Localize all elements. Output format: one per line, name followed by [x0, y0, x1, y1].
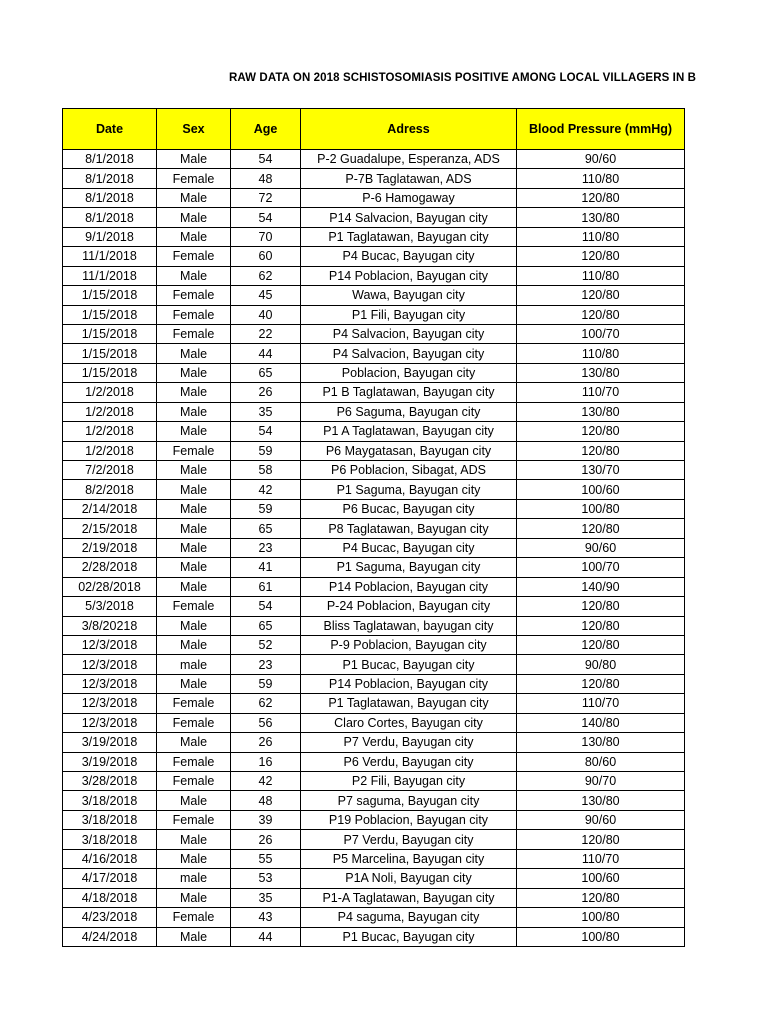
column-header-date: Date: [63, 109, 157, 150]
cell-date: 1/2/2018: [63, 441, 157, 460]
cell-date: 2/19/2018: [63, 538, 157, 557]
cell-blood-pressure: 110/80: [517, 266, 685, 285]
cell-address: P4 Bucac, Bayugan city: [301, 247, 517, 266]
cell-address: P-7B Taglatawan, ADS: [301, 169, 517, 188]
cell-address: P6 Poblacion, Sibagat, ADS: [301, 461, 517, 480]
cell-sex: Female: [157, 324, 231, 343]
cell-blood-pressure: 120/80: [517, 597, 685, 616]
cell-sex: Female: [157, 810, 231, 829]
cell-date: 12/3/2018: [63, 713, 157, 732]
cell-address: P6 Verdu, Bayugan city: [301, 752, 517, 771]
cell-sex: Male: [157, 363, 231, 382]
cell-age: 54: [231, 150, 301, 169]
cell-sex: Male: [157, 733, 231, 752]
cell-age: 35: [231, 402, 301, 421]
cell-address: P1 Bucac, Bayugan city: [301, 927, 517, 946]
table-row: [63, 791, 685, 810]
cell-age: 55: [231, 849, 301, 868]
table-row: [63, 810, 685, 829]
cell-address: P7 Verdu, Bayugan city: [301, 830, 517, 849]
cell-blood-pressure: 100/60: [517, 480, 685, 499]
table-row: [63, 344, 685, 363]
table-row: [63, 927, 685, 946]
cell-sex: Female: [157, 286, 231, 305]
cell-date: 12/3/2018: [63, 635, 157, 654]
cell-address: P-24 Poblacion, Bayugan city: [301, 597, 517, 616]
cell-age: 44: [231, 927, 301, 946]
cell-blood-pressure: 100/80: [517, 908, 685, 927]
cell-blood-pressure: 110/80: [517, 344, 685, 363]
table-row: [63, 480, 685, 499]
cell-sex: Female: [157, 305, 231, 324]
column-header-blood-pressure: Blood Pressure (mmHg): [517, 109, 685, 150]
cell-sex: Female: [157, 752, 231, 771]
cell-address: P1 Saguma, Bayugan city: [301, 558, 517, 577]
cell-age: 59: [231, 674, 301, 693]
cell-age: 60: [231, 247, 301, 266]
cell-blood-pressure: 120/80: [517, 519, 685, 538]
cell-date: 12/3/2018: [63, 694, 157, 713]
cell-blood-pressure: 140/90: [517, 577, 685, 596]
table-row: [63, 169, 685, 188]
cell-date: 3/28/2018: [63, 772, 157, 791]
cell-blood-pressure: 130/80: [517, 363, 685, 382]
cell-address: P-2 Guadalupe, Esperanza, ADS: [301, 150, 517, 169]
cell-date: 4/23/2018: [63, 908, 157, 927]
cell-blood-pressure: 130/80: [517, 402, 685, 421]
cell-sex: Male: [157, 791, 231, 810]
cell-blood-pressure: 120/80: [517, 441, 685, 460]
cell-blood-pressure: 120/80: [517, 286, 685, 305]
cell-age: 45: [231, 286, 301, 305]
document-title: RAW DATA ON 2018 SCHISTOSOMIASIS POSITIVE AMONG LOCAL VILLAGERS IN B: [229, 72, 697, 84]
cell-age: 65: [231, 616, 301, 635]
cell-age: 48: [231, 791, 301, 810]
cell-blood-pressure: 100/60: [517, 869, 685, 888]
table-row: [63, 733, 685, 752]
cell-date: 1/2/2018: [63, 422, 157, 441]
cell-age: 54: [231, 422, 301, 441]
table-row: [63, 266, 685, 285]
table-row: [63, 286, 685, 305]
table-row: [63, 558, 685, 577]
table-row: [63, 674, 685, 693]
cell-blood-pressure: 120/80: [517, 674, 685, 693]
cell-date: 9/1/2018: [63, 227, 157, 246]
cell-address: P6 Bucac, Bayugan city: [301, 499, 517, 518]
cell-date: 1/15/2018: [63, 324, 157, 343]
cell-age: 22: [231, 324, 301, 343]
table-row: [63, 713, 685, 732]
cell-date: 1/2/2018: [63, 402, 157, 421]
cell-age: 41: [231, 558, 301, 577]
cell-date: 8/1/2018: [63, 169, 157, 188]
cell-date: 3/18/2018: [63, 830, 157, 849]
cell-date: 8/1/2018: [63, 150, 157, 169]
cell-age: 72: [231, 188, 301, 207]
cell-blood-pressure: 120/80: [517, 635, 685, 654]
cell-blood-pressure: 100/70: [517, 558, 685, 577]
cell-date: 8/1/2018: [63, 208, 157, 227]
cell-blood-pressure: 120/80: [517, 616, 685, 635]
cell-sex: Male: [157, 461, 231, 480]
document-title-bar: [0, 70, 768, 90]
table-row: [63, 597, 685, 616]
cell-address: Wawa, Bayugan city: [301, 286, 517, 305]
cell-age: 42: [231, 480, 301, 499]
cell-sex: Male: [157, 383, 231, 402]
cell-sex: Male: [157, 927, 231, 946]
cell-date: 5/3/2018: [63, 597, 157, 616]
cell-address: P14 Poblacion, Bayugan city: [301, 266, 517, 285]
cell-sex: Male: [157, 480, 231, 499]
cell-age: 58: [231, 461, 301, 480]
cell-date: 7/2/2018: [63, 461, 157, 480]
cell-sex: Male: [157, 499, 231, 518]
cell-blood-pressure: 110/70: [517, 383, 685, 402]
cell-date: 1/15/2018: [63, 344, 157, 363]
table-row: [63, 441, 685, 460]
table-header: [63, 109, 685, 150]
cell-address: P6 Maygatasan, Bayugan city: [301, 441, 517, 460]
cell-sex: Male: [157, 577, 231, 596]
cell-date: 1/15/2018: [63, 363, 157, 382]
table-row: [63, 908, 685, 927]
cell-sex: Female: [157, 169, 231, 188]
data-table: [62, 108, 685, 947]
cell-address: P1A Noli, Bayugan city: [301, 869, 517, 888]
cell-address: P1 Fili, Bayugan city: [301, 305, 517, 324]
table-row: [63, 363, 685, 382]
cell-address: P7 saguma, Bayugan city: [301, 791, 517, 810]
cell-age: 44: [231, 344, 301, 363]
cell-address: P14 Poblacion, Bayugan city: [301, 577, 517, 596]
cell-sex: male: [157, 655, 231, 674]
cell-date: 12/3/2018: [63, 674, 157, 693]
cell-date: 4/18/2018: [63, 888, 157, 907]
cell-sex: Male: [157, 402, 231, 421]
cell-blood-pressure: 130/80: [517, 208, 685, 227]
cell-sex: Male: [157, 188, 231, 207]
cell-age: 54: [231, 208, 301, 227]
table-row: [63, 577, 685, 596]
table-row: [63, 538, 685, 557]
cell-age: 54: [231, 597, 301, 616]
table-row: [63, 616, 685, 635]
table-row: [63, 208, 685, 227]
cell-address: P4 Salvacion, Bayugan city: [301, 344, 517, 363]
table-row: [63, 655, 685, 674]
cell-sex: Male: [157, 849, 231, 868]
cell-date: 2/14/2018: [63, 499, 157, 518]
cell-address: Claro Cortes, Bayugan city: [301, 713, 517, 732]
cell-sex: Male: [157, 635, 231, 654]
cell-blood-pressure: 120/80: [517, 422, 685, 441]
cell-date: 1/15/2018: [63, 305, 157, 324]
table-row: [63, 694, 685, 713]
cell-sex: Female: [157, 597, 231, 616]
cell-blood-pressure: 90/60: [517, 538, 685, 557]
cell-blood-pressure: 90/60: [517, 810, 685, 829]
cell-age: 43: [231, 908, 301, 927]
cell-blood-pressure: 120/80: [517, 305, 685, 324]
cell-date: 3/19/2018: [63, 752, 157, 771]
cell-blood-pressure: 100/70: [517, 324, 685, 343]
cell-address: P4 saguma, Bayugan city: [301, 908, 517, 927]
table-row: [63, 324, 685, 343]
cell-age: 26: [231, 383, 301, 402]
cell-address: P-6 Hamogaway: [301, 188, 517, 207]
cell-blood-pressure: 120/80: [517, 888, 685, 907]
cell-sex: Female: [157, 247, 231, 266]
cell-blood-pressure: 130/80: [517, 733, 685, 752]
cell-age: 26: [231, 733, 301, 752]
cell-blood-pressure: 120/80: [517, 830, 685, 849]
cell-sex: Female: [157, 713, 231, 732]
cell-age: 53: [231, 869, 301, 888]
cell-age: 48: [231, 169, 301, 188]
cell-age: 35: [231, 888, 301, 907]
cell-age: 42: [231, 772, 301, 791]
cell-date: 8/1/2018: [63, 188, 157, 207]
cell-age: 59: [231, 499, 301, 518]
cell-blood-pressure: 100/80: [517, 927, 685, 946]
cell-age: 59: [231, 441, 301, 460]
cell-age: 16: [231, 752, 301, 771]
cell-sex: Male: [157, 422, 231, 441]
cell-age: 70: [231, 227, 301, 246]
table-row: [63, 402, 685, 421]
cell-date: 4/24/2018: [63, 927, 157, 946]
table-row: [63, 422, 685, 441]
cell-date: 11/1/2018: [63, 247, 157, 266]
cell-sex: Male: [157, 538, 231, 557]
cell-sex: male: [157, 869, 231, 888]
table-body: [63, 150, 685, 947]
table-row: [63, 461, 685, 480]
column-header-sex: Sex: [157, 109, 231, 150]
cell-address: P1 Taglatawan, Bayugan city: [301, 694, 517, 713]
table-row: [63, 772, 685, 791]
table-row: [63, 305, 685, 324]
cell-sex: Male: [157, 344, 231, 363]
cell-age: 62: [231, 266, 301, 285]
cell-blood-pressure: 90/80: [517, 655, 685, 674]
cell-date: 8/2/2018: [63, 480, 157, 499]
table-row: [63, 519, 685, 538]
cell-date: 1/15/2018: [63, 286, 157, 305]
cell-date: 11/1/2018: [63, 266, 157, 285]
table-row: [63, 499, 685, 518]
cell-age: 23: [231, 655, 301, 674]
cell-date: 2/28/2018: [63, 558, 157, 577]
cell-address: P14 Salvacion, Bayugan city: [301, 208, 517, 227]
table-row: [63, 383, 685, 402]
cell-sex: Male: [157, 888, 231, 907]
cell-sex: Male: [157, 558, 231, 577]
cell-age: 62: [231, 694, 301, 713]
cell-age: 23: [231, 538, 301, 557]
table-row: [63, 227, 685, 246]
cell-address: P1 B Taglatawan, Bayugan city: [301, 383, 517, 402]
cell-date: 3/18/2018: [63, 791, 157, 810]
cell-address: P7 Verdu, Bayugan city: [301, 733, 517, 752]
cell-date: 02/28/2018: [63, 577, 157, 596]
cell-blood-pressure: 110/80: [517, 169, 685, 188]
cell-age: 65: [231, 519, 301, 538]
cell-address: Bliss Taglatawan, bayugan city: [301, 616, 517, 635]
cell-date: 12/3/2018: [63, 655, 157, 674]
cell-sex: Male: [157, 266, 231, 285]
cell-sex: Male: [157, 674, 231, 693]
cell-sex: Male: [157, 830, 231, 849]
cell-address: P1-A Taglatawan, Bayugan city: [301, 888, 517, 907]
cell-blood-pressure: 100/80: [517, 499, 685, 518]
cell-age: 56: [231, 713, 301, 732]
cell-age: 61: [231, 577, 301, 596]
cell-age: 26: [231, 830, 301, 849]
cell-address: P1 A Taglatawan, Bayugan city: [301, 422, 517, 441]
cell-sex: Female: [157, 908, 231, 927]
cell-address: P8 Taglatawan, Bayugan city: [301, 519, 517, 538]
cell-address: P19 Poblacion, Bayugan city: [301, 810, 517, 829]
cell-date: 3/18/2018: [63, 810, 157, 829]
table-row: [63, 150, 685, 169]
cell-address: P4 Bucac, Bayugan city: [301, 538, 517, 557]
cell-blood-pressure: 90/70: [517, 772, 685, 791]
header-row: [63, 109, 685, 150]
cell-date: 3/19/2018: [63, 733, 157, 752]
cell-sex: Male: [157, 616, 231, 635]
cell-sex: Male: [157, 227, 231, 246]
cell-address: P-9 Poblacion, Bayugan city: [301, 635, 517, 654]
table-row: [63, 188, 685, 207]
cell-address: P14 Poblacion, Bayugan city: [301, 674, 517, 693]
cell-address: P1 Saguma, Bayugan city: [301, 480, 517, 499]
cell-age: 39: [231, 810, 301, 829]
cell-date: 2/15/2018: [63, 519, 157, 538]
cell-date: 4/16/2018: [63, 849, 157, 868]
cell-date: 3/8/20218: [63, 616, 157, 635]
cell-blood-pressure: 120/80: [517, 247, 685, 266]
table-row: [63, 888, 685, 907]
cell-address: P6 Saguma, Bayugan city: [301, 402, 517, 421]
cell-address: P4 Salvacion, Bayugan city: [301, 324, 517, 343]
cell-blood-pressure: 130/80: [517, 791, 685, 810]
cell-blood-pressure: 140/80: [517, 713, 685, 732]
table-row: [63, 752, 685, 771]
cell-address: P1 Bucac, Bayugan city: [301, 655, 517, 674]
cell-blood-pressure: 130/70: [517, 461, 685, 480]
cell-address: P1 Taglatawan, Bayugan city: [301, 227, 517, 246]
column-header-age: Age: [231, 109, 301, 150]
table-row: [63, 830, 685, 849]
cell-sex: Male: [157, 519, 231, 538]
table-row: [63, 247, 685, 266]
cell-age: 65: [231, 363, 301, 382]
cell-address: P2 Fili, Bayugan city: [301, 772, 517, 791]
cell-blood-pressure: 80/60: [517, 752, 685, 771]
cell-address: P5 Marcelina, Bayugan city: [301, 849, 517, 868]
cell-date: 4/17/2018: [63, 869, 157, 888]
table-row: [63, 849, 685, 868]
cell-sex: Male: [157, 150, 231, 169]
cell-age: 52: [231, 635, 301, 654]
cell-sex: Female: [157, 694, 231, 713]
column-header-address: Adress: [301, 109, 517, 150]
cell-date: 1/2/2018: [63, 383, 157, 402]
cell-sex: Female: [157, 772, 231, 791]
cell-blood-pressure: 120/80: [517, 188, 685, 207]
cell-sex: Male: [157, 208, 231, 227]
cell-blood-pressure: 110/80: [517, 227, 685, 246]
cell-address: Poblacion, Bayugan city: [301, 363, 517, 382]
table-row: [63, 869, 685, 888]
cell-blood-pressure: 110/70: [517, 849, 685, 868]
cell-sex: Female: [157, 441, 231, 460]
cell-blood-pressure: 90/60: [517, 150, 685, 169]
cell-age: 40: [231, 305, 301, 324]
cell-blood-pressure: 110/70: [517, 694, 685, 713]
table-row: [63, 635, 685, 654]
